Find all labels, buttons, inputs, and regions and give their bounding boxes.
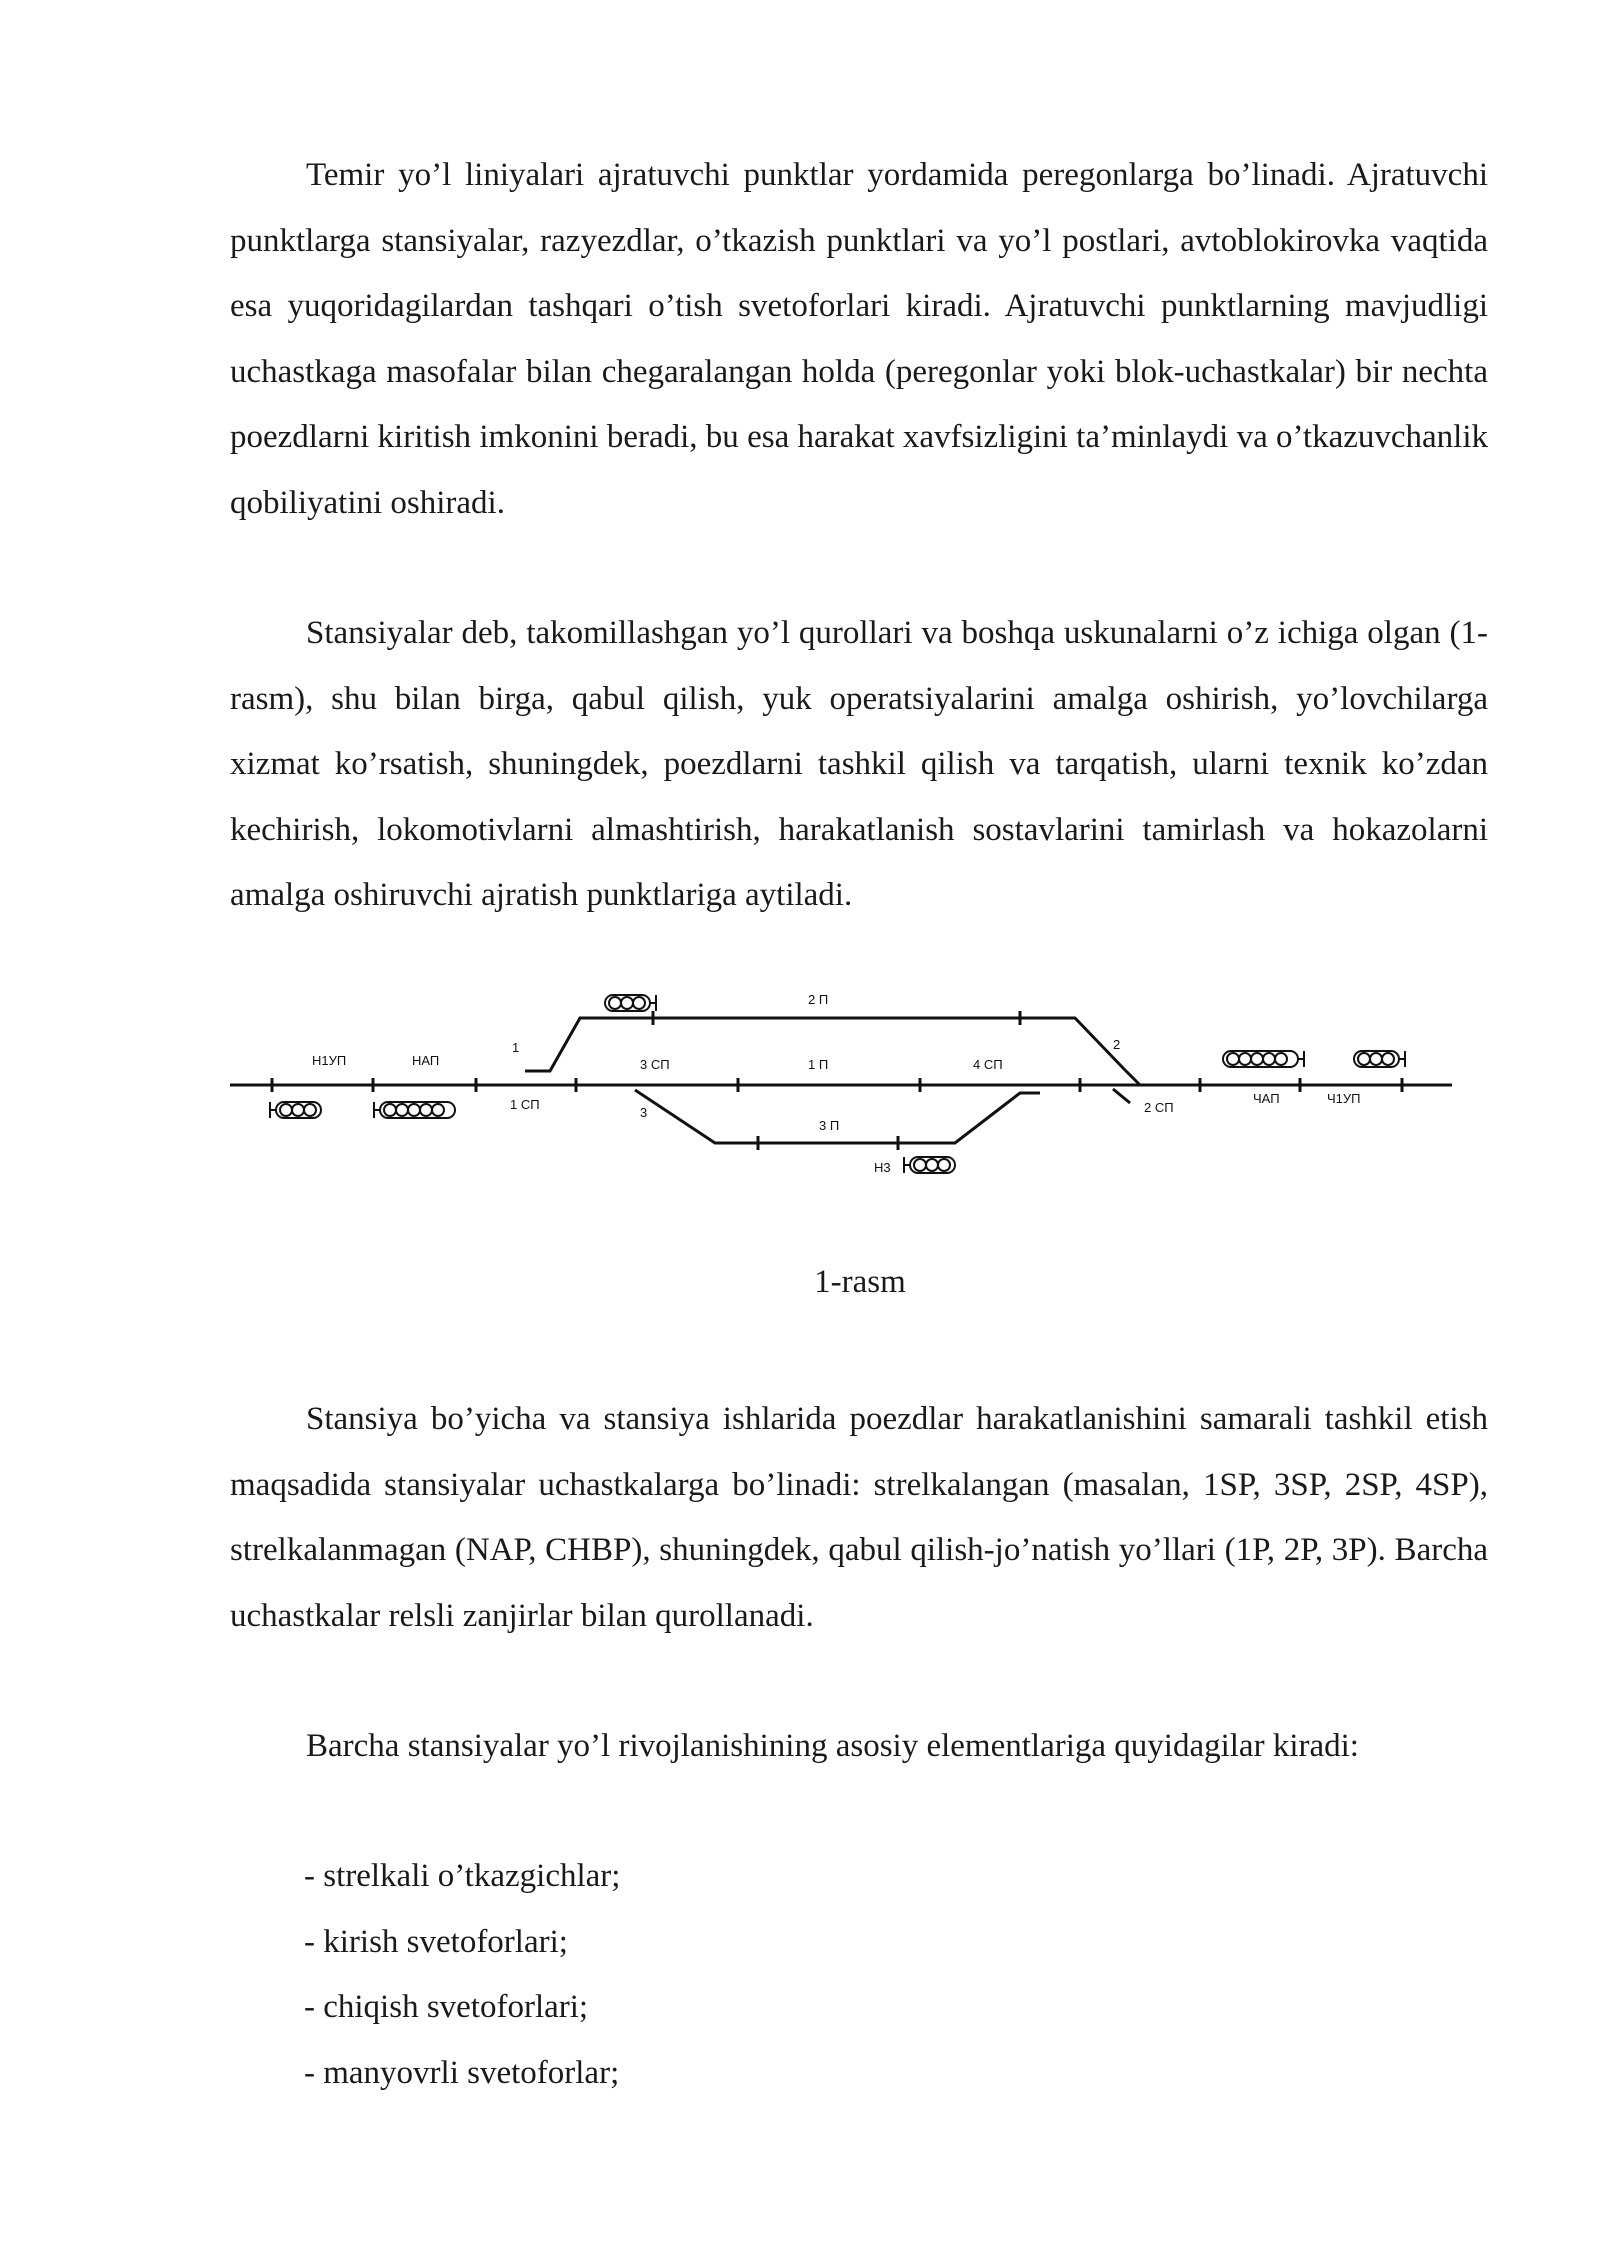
label-n1up: Н1УП <box>312 1053 347 1068</box>
label-n3: Н3 <box>874 1160 891 1175</box>
label-4sp: 4 СП <box>973 1057 1003 1072</box>
figure-caption: 1-rasm <box>814 1264 906 1300</box>
list-item: - chiqish svetoforlari; <box>304 1989 589 2025</box>
label-1p: 1 П <box>808 1057 829 1072</box>
signal-ch1up-icon <box>1354 1051 1405 1067</box>
list-item: - kirish svetoforlari; <box>304 1923 568 1960</box>
label-ch1up: Ч1УП <box>1327 1091 1361 1106</box>
label-chap: ЧАП <box>1253 1091 1280 1106</box>
label-switch-1: 1 <box>512 1040 520 1055</box>
list-item: - manyovrli svetoforlar; <box>304 2054 620 2091</box>
label-switch-2: 2 <box>1113 1037 1121 1052</box>
label-switch-3: 3 <box>640 1105 648 1120</box>
station-track-scheme <box>220 985 1480 1205</box>
signal-2p-icon <box>605 995 656 1011</box>
label-nap: НАП <box>412 1053 440 1068</box>
paragraph-elements: Barcha stansiyalar yo’l rivojlanishining asosiy elementlariga quyidagilar kiradi: <box>306 1728 1359 1764</box>
label-3p: 3 П <box>819 1118 840 1133</box>
label-3sp: 3 СП <box>640 1057 670 1072</box>
signal-chap-icon <box>1223 1051 1304 1067</box>
signal-nap-icon <box>374 1102 455 1118</box>
signal-n1up-icon <box>270 1102 321 1118</box>
list-item: - strelkali o’tkazgichlar; <box>304 1858 621 1894</box>
label-2sp: 2 СП <box>1144 1100 1174 1115</box>
track-3p <box>635 1090 1040 1143</box>
paragraph-sections: Stansiya bo’yicha va stansiya ishlarida poezdlar harakatlanishini samarali tashkil etish maqsadida stansiyalar uchastkalarga bo’linadi: strelkalangan (masalan, 1SP, 3SP, 2SP, 4SP), strelkalanmagan (NAP, CHBP), shuningdek, qabul qilish-jo’natish yo’llari (1P, 2P, 3P). Barcha uchastkalar relsli zanjirlar bilan qurollanadi. <box>230 1401 1488 1634</box>
label-1sp: 1 СП <box>510 1097 540 1112</box>
paragraph-intro: Temir yo’l liniyalari ajratuvchi punktlar yordamida peregonlarga bo’linadi. Ajratuvchi punktlarga stansiyalar, razyezdlar, o’tkazish punktlari va yo’l postlari, avtoblokirovka vaqtida esa yuqoridagilardan tashqari o’tish svetoforlari kiradi. Ajratuvchi punktlarning mavjudligi uchastkaga masofalar bilan chegaralangan holda (peregonlar yoki blok-uchastkalar) bir nechta poezdlarni kiritish imkonini beradi, bu esa harakat xavfsizligini ta’minlaydi va o’tkazuvchanlik qobiliyatini oshiradi. <box>230 157 1488 521</box>
elements-list <box>304 1844 620 2106</box>
label-2p: 2 П <box>808 992 829 1007</box>
signal-n3-icon <box>904 1157 955 1173</box>
paragraph-stations: Stansiyalar deb, takomillashgan yo’l qurollari va boshqa uskunalarni o’z ichiga olgan (1-rasm), shu bilan birga, qabul qilish, yuk operatsiyalarini amalga oshirish, yo’lovchilarga xizmat ko’rsatish, shuningdek, poezdlarni tashkil qilish va tarqatish, ularni texnik ko’zdan kechirish, lokomotivlarni almashtirish, harakatlanish sostavlarini tamirlash va hokazolarni amalga oshiruvchi ajratish punktlariga aytiladi. <box>230 615 1488 913</box>
